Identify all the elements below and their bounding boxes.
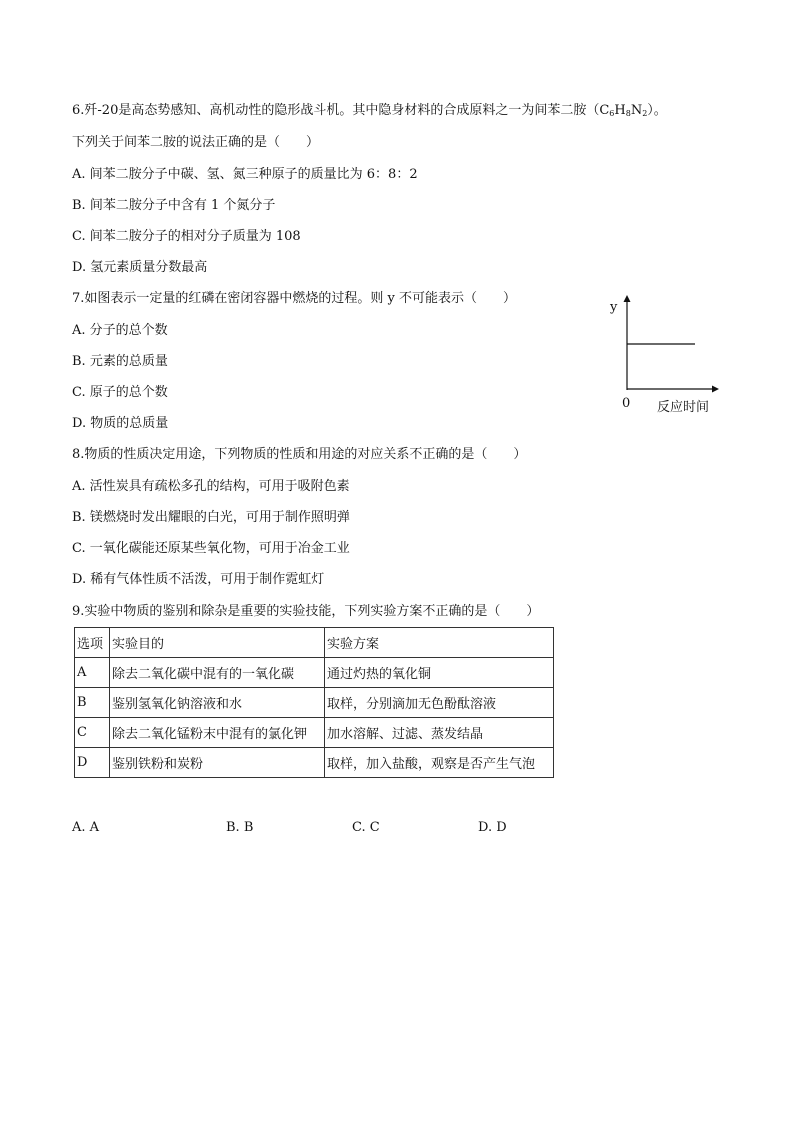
table-header-cell: 实验方案	[325, 628, 554, 658]
question-8-stem: 8.物质的性质决定用途，下列物质的性质和用途的对应关系不正确的是（ ）	[72, 447, 527, 462]
question-7-option-c: C. 原子的总个数	[72, 385, 168, 400]
x-axis-arrow-icon	[712, 386, 719, 393]
question-8-option-d: D. 稀有气体性质不活泼，可用于制作霓虹灯	[72, 572, 325, 587]
table-cell: 除去二氧化碳中混有的一氧化碳	[110, 658, 325, 688]
question-6-option-d: D. 氢元素质量分数最高	[72, 260, 208, 275]
question-6-stem: 6.歼-20是高态势感知、高机动性的隐形战斗机。其中隐身材料的合成原料之一为间苯二胺$(C_6H_8N_2)$。	[72, 103, 667, 118]
table-row	[75, 748, 554, 778]
table-cell: B	[75, 688, 110, 718]
table-header-cell: 实验目的	[110, 628, 325, 658]
table-row	[75, 718, 554, 748]
table-cell: 取样，加入盐酸，观察是否产生气泡	[325, 748, 554, 778]
table-cell: C	[75, 718, 110, 748]
table-cell: 通过灼热的氧化铜	[325, 658, 554, 688]
table-header-cell: 选项	[75, 628, 110, 658]
graph-axes	[600, 292, 730, 396]
question-7-option-d: D. 物质的总质量	[72, 416, 169, 431]
question-6-option-b: B. 间苯二胺分子中含有 1 个氮分子	[72, 198, 276, 213]
answer-option-b: B. B	[226, 820, 254, 835]
origin-label: 0	[622, 396, 631, 411]
answer-option-a: A. A	[72, 820, 100, 835]
table-row	[75, 658, 554, 688]
question-7-graph	[600, 292, 730, 414]
x-axis-label: 反应时间	[657, 400, 710, 415]
question-7-option-a: A. 分子的总个数	[72, 323, 168, 338]
question-6-option-c: C. 间苯二胺分子的相对分子质量为 108	[72, 229, 301, 244]
y-axis-arrow-icon	[624, 295, 631, 302]
table-cell: D	[75, 748, 110, 778]
table-cell: 鉴别氢氧化钠溶液和水	[110, 688, 325, 718]
table-cell: A	[75, 658, 110, 688]
question-6-option-a: A. 间苯二胺分子中碳、氢、氮三种原子的质量比为 6：8：2	[72, 167, 418, 182]
question-8-option-b: B. 镁燃烧时发出耀眼的白光，可用于制作照明弹	[72, 510, 350, 525]
experiment-table	[74, 627, 554, 778]
table-cell: 除去二氧化锰粉末中混有的氯化钾	[110, 718, 325, 748]
question-6-prompt: 下列关于间苯二胺的说法正确的是（ ）	[72, 135, 320, 150]
question-7-stem: 7.如图表示一定量的红磷在密闭容器中燃烧的过程。则 y 不可能表示（ ）	[72, 291, 517, 306]
question-9-stem: 9.实验中物质的鉴别和除杂是重要的实验技能，下列实验方案不正确的是（ ）	[72, 604, 540, 619]
table-header-row	[75, 628, 554, 658]
answer-option-d: D. D	[478, 820, 507, 835]
table-row	[75, 688, 554, 718]
table-cell: 加水溶解、过滤、蒸发结晶	[325, 718, 554, 748]
answer-option-c: C. C	[352, 820, 380, 835]
table-cell: 鉴别铁粉和炭粉	[110, 748, 325, 778]
question-8-option-a: A. 活性炭具有疏松多孔的结构，可用于吸附色素	[72, 479, 350, 494]
question-7-option-b: B. 元素的总质量	[72, 354, 168, 369]
table-cell: 取样，分别滴加无色酚酞溶液	[325, 688, 554, 718]
question-8-option-c: C. 一氧化碳能还原某些氧化物，可用于冶金工业	[72, 541, 350, 556]
y-axis-label: y	[610, 300, 618, 315]
